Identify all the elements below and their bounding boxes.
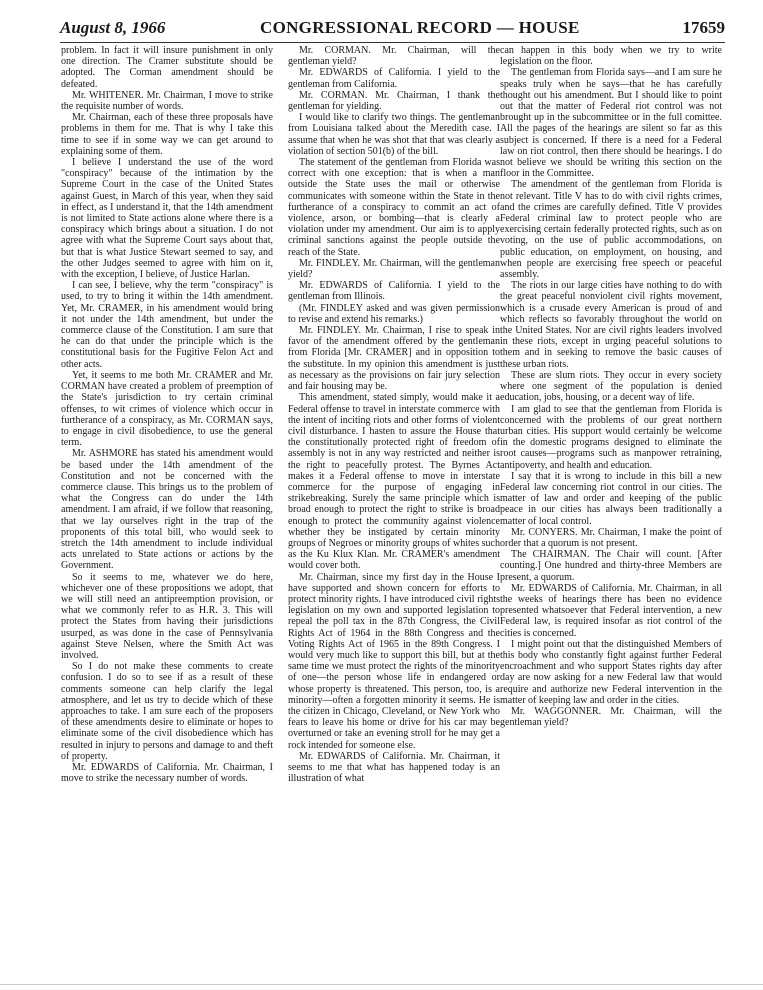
- paragraph: Mr. ASHMORE has stated his amendment would be based under the 14th amendment of the Constitution and not be concerned with the commerce clause. This brings us to the problem of what the Congress can do under the 14th amendment. I am afraid, if we follow that reasoning, that we lay ourselves right in the trap of the proponents of this total bill, who would seek to stretch the 14th amendment to include individual acts unrelated to State actions or actions by the Government.: [61, 448, 273, 572]
- paragraph: So it seems to me, whatever we do here, whichever one of these propositions we adopt, that we will still need an antipreemption provision, or what we commonly refer to as H.R. 3. This will protect the States from having their jurisdictions usurped, as was done in the case of Pennsylvania against Steve Nelsen, where the Smith Act was involved.: [61, 571, 273, 661]
- paragraph: Yet, it seems to me both Mr. CRAMER and Mr. CORMAN have created a problem of preemption of the State's jurisdiction to try certain criminal offenses, to wit crimes of violence which occur in furtherance of a conspiracy, as Mr. CORMAN says, to engage in civil disobedience, to use the general term.: [61, 369, 273, 449]
- paragraph: The riots in our large cities have nothing to do with the great peaceful nonviolent civil rights movement, which is a crusade every American is proud of and which reflects so favorably throughout the world on the United States. Nor are civil rights leaders involved in these riots, except in urging peaceful solutions to them and in seeking to remove the basic causes of these urban riots.: [500, 280, 722, 370]
- paragraph: The CHAIRMAN. The Chair will count. [After counting.] One hundred and thirty-three Members are present, a quorum.: [500, 549, 722, 583]
- paragraph: Mr. FINDLEY. Mr. Chairman, will the gentleman yield?: [288, 257, 500, 281]
- paragraph: Mr. WAGGONNER. Mr. Chairman, will the gentleman yield?: [500, 705, 722, 729]
- paragraph: Mr. EDWARDS of California. Mr. Chairman, in all the weeks of hearings there has been no evidence presented whatsoever that Federal intervention, a new Federal law, is required insofar as riot control of the cities is concerned.: [500, 582, 722, 639]
- paragraph: Mr. FINDLEY. Mr. Chairman, I rise to speak in favor of the amendment offered by the gentleman from Florida [Mr. CRAMER] and in opposition to the substitute. In my opinion this amendment is just as necessary as the provisions on fair jury selection and fair housing may be.: [288, 325, 500, 393]
- text-column-1: [61, 45, 273, 980]
- paragraph: I believe I understand the use of the word "conspiracy" because of the intimation by the Supreme Court in the case of the United States against Guest, in March of this year, when they said in effect, as I understand it, that the 14th amendment is not limited to State actions alone where there is a conspiracy which brings about a situation. I do not agree with what the Supreme Court says about that, but that is what Justice Stewart seemed to say, and the other Judges seemed to agree with him on it, with the exception, I believe, of Justice Harlan.: [61, 157, 273, 281]
- text-column-2: [288, 45, 500, 980]
- paragraph: These are slum riots. They occur in every society where one segment of the population is denied education, jobs, housing, or a decent way of life.: [500, 369, 722, 404]
- paragraph: Mr. Chairman, each of these three proposals have problems in them for me. That is why I take this time to see if in some way we can get around to explaining some of them.: [61, 112, 273, 157]
- paragraph: Mr. EDWARDS of California. Mr. Chairman, I move to strike the necessary number of words.: [61, 762, 273, 785]
- paragraph: The statement of the gentleman from Florida was correct with one exception: that is when a man outside the State uses the mail or otherwise communicates with someone within the State in the furtherance of a conspiracy to commit an act of violence, arson, or bombing—that is clearly a violation under my amendment. Our aim is to apply criminal sanctions against the people outside the reach of the State.: [288, 157, 500, 258]
- header-date: August 8, 1966: [60, 18, 166, 37]
- bottom-edge-line: [0, 984, 763, 985]
- paragraph: problem. In fact it will insure punishment in only one direction. The Cramer substitute should be adopted. The Corman amendment should be defeated.: [61, 45, 273, 90]
- paragraph: Mr. Chairman, since my first day in the House I have supported and shown concern for efforts to protect minority rights. I have introduced civil rights legislation on my own and supported legislation to repeal the poll tax in the 87th Congress, the Civil Rights Act of 1964 in the 88th Congress and the Voting Rights Act of 1965 in the 89th Congress. I would very much like to support this bill, but at the same time we must protect the rights of the minority of one—the person whose life in endangered or whose property is threatened. This person, too, is a minority—often a forgotten minority it seems. He is the citizen in Chicago, Cleveland, or New York who fears to leave his home or drive for his car may be overturned or take an evening stroll for he may get a rock intended for someone else.: [288, 571, 500, 751]
- text-column-3: [500, 45, 722, 980]
- paragraph: I would like to clarify two things. The gentleman from Louisiana talked about the Meredith case. I assume that when he was shot that that was clearly a violation of section 501(b) of the bill.: [288, 112, 500, 157]
- paragraph: The amendment of the gentleman from Florida is not relevant. Title V has to do with civil rights crimes, and the crimes are carefully defined. Title V provides Federal criminal law to protect people who are exercising certain federally protected rights, such as on voting, on the use of public accommodations, on public education, on employment, on housing, and when people are exercising free speech or peaceful assembly.: [500, 179, 722, 281]
- paragraph: Mr. WHITENER. Mr. Chairman, I move to strike the requisite number of words.: [61, 89, 273, 113]
- paragraph: I can see, I believe, why the term "conspiracy" is used, to try to bring it within the 14th amendment. Yet, Mr. CRAMER, in his amendment would bring it not under the 14th amendment, but under the commerce clause of the Constitution. I am sure that he can do that under the principle which is the constitutional basis for the Fugitive Felon Act and other acts.: [61, 280, 273, 370]
- paragraph: So I do not make these comments to create confusion. I do so to see if as a result of these comments someone can help clarify the legal atmosphere, and let us try to decide which of these approaches to take. I am sure each of the proposers of these amendments desire to eliminate or hopes to eliminate some of the civil disobedience which has resulted in injury to persons and damage to and theft of property.: [61, 661, 273, 762]
- paragraph: Mr. CORMAN. Mr. Chairman, will the gentleman yield?: [288, 45, 500, 68]
- paragraph: Mr. EDWARDS of California. I yield to the gentleman from California.: [288, 67, 500, 90]
- paragraph: I say that it is wrong to include in this bill a new Federal law concerning riot control in our cities. The matter of law and order and keeping of the public peace in our cities has always been traditionally a matter of local control.: [500, 470, 722, 527]
- page-header: [60, 18, 725, 42]
- paragraph: can happen in this body when we try to write legislation on the floor.: [500, 45, 722, 68]
- paragraph: (Mr. FINDLEY asked and was given permission to revise and extend his remarks.): [288, 302, 500, 325]
- paragraph: Mr. CORMAN. Mr. Chairman, I thank the gentleman for yielding.: [288, 89, 500, 113]
- paragraph: I might point out that the distinguished Members of this body who constantly fight against further Federal encroachment and who support States rights day after day are now asking for a new Federal law that would require and authorize new Federal intervention in the matter of keeping law and order in the cities.: [500, 638, 722, 706]
- paragraph: Mr. EDWARDS of California. Mr. Chairman, it seems to me that what has happened today is an illustration of what: [288, 750, 500, 785]
- paragraph: I am glad to see that the gentleman from Florida is concerned with the problems of our great northern urban cities. His support would certainly be welcome in the domestic programs designed to eliminate the root causes—programs such as manpower retraining, antipoverty, and health and education.: [500, 403, 722, 471]
- header-rule: [60, 42, 725, 43]
- header-title: CONGRESSIONAL RECORD — HOUSE: [260, 18, 580, 37]
- paragraph: The gentleman from Florida says—and I am sure he speaks truly when he says—that he has carefully thought out his amendment. But I should like to point out that the matter of Federal riot control was not brought up in the subcommittee or in the full comittee. All the pages of the hearings are silent so far as this subject is concerned. If there is a need for a Federal law on riot control, then there should be hearings. I do not believe we should be writing this section on the floor in the Committee.: [500, 67, 722, 180]
- paragraph: Mr. CONYERS. Mr. Chairman, I make the point of order that a quorum is not present.: [500, 526, 722, 549]
- header-page-number: 17659: [682, 18, 725, 37]
- paragraph: This amendment, stated simply, would make it a Federal offense to travel in interstate commerce with the intent of inciting riots and other forms of violent civil disturbance. I hasten to assure the House that the constitutionally protected right of freedom of assembly is not in any way restricted and neither is the right to peacefully protest. The Byrnes Act makes it a Federal offense to move in interstate commerce for the purpose of engaging in strikebreaking. Surely the same principle which is broad enough to protect the right to strike is broad enough to protect the community against violence whether they be instigated by certain minority groups of Negroes or minority groups of whites such as the Ku Klux Klan. Mr. CRAMER's amendment would cover both.: [288, 392, 500, 572]
- paragraph: Mr. EDWARDS of California. I yield to the gentleman from Illinois.: [288, 280, 500, 303]
